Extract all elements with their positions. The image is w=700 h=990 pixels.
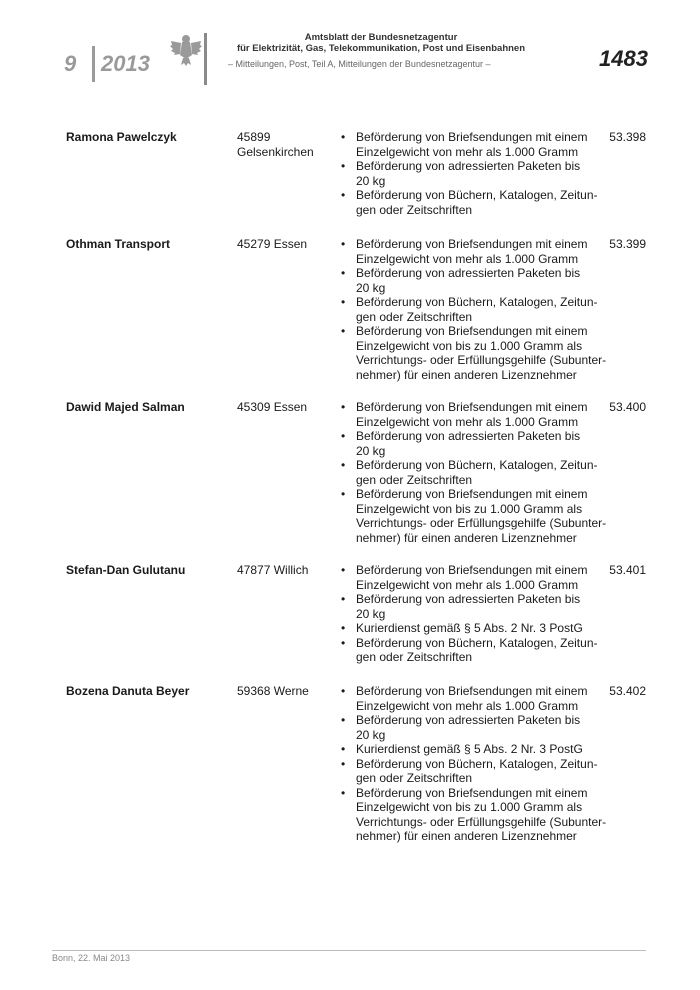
service-line: • Beförderung von adressierten Paketen bis xyxy=(356,713,581,727)
service-line: Einzelgewicht von mehr als 1.000 Gramm xyxy=(356,577,579,592)
service-line: • Beförderung von Briefsendungen mit einem xyxy=(356,684,588,698)
license-number: 53.402 xyxy=(609,684,646,698)
service-line: nehmer) für einen anderen Lizenznehmer xyxy=(356,367,577,382)
service-list xyxy=(338,400,608,545)
service-item xyxy=(338,429,608,458)
service-line: gen oder Zeitschriften xyxy=(356,309,473,324)
issue-divider xyxy=(92,46,95,82)
service-item xyxy=(338,188,608,217)
service-line: • Beförderung von Büchern, Katalogen, Zeitun- xyxy=(356,635,598,650)
location-line: 47877 Willich xyxy=(237,563,309,577)
gazette-title xyxy=(236,32,526,54)
service-line: • Beförderung von Briefsendungen mit einem xyxy=(356,324,588,338)
service-item xyxy=(338,592,608,621)
service-item xyxy=(338,266,608,295)
service-item xyxy=(338,621,608,636)
license-number: 53.401 xyxy=(609,563,646,577)
service-line: gen oder Zeitschriften xyxy=(356,771,473,785)
location-line: 45899 xyxy=(237,130,271,144)
page-number: 1483 xyxy=(599,46,648,71)
service-line: • Beförderung von Briefsendungen mit einem xyxy=(356,130,588,144)
service-line: 20 kg xyxy=(356,173,386,188)
service-list xyxy=(338,130,608,217)
service-line: • Beförderung von adressierten Paketen bis xyxy=(356,159,581,173)
service-item xyxy=(338,295,608,324)
header-divider xyxy=(204,33,207,85)
gazette-subtitle: – Mitteilungen, Post, Teil A, Mitteilungen der Bundesnetzagentur – xyxy=(228,59,491,69)
service-list xyxy=(338,237,608,382)
licensee-name: Dawid Majed Salman xyxy=(66,400,185,414)
service-line: • Beförderung von Briefsendungen mit einem xyxy=(356,400,588,414)
service-line: • Beförderung von Briefsendungen mit einem xyxy=(356,785,588,800)
service-line: • Beförderung von adressierten Paketen bis xyxy=(356,429,581,443)
service-item xyxy=(338,713,608,742)
service-line: nehmer) für einen anderen Lizenznehmer xyxy=(356,829,577,843)
licensee-name: Ramona Pawelczyk xyxy=(66,130,177,144)
service-line: • Kurierdienst gemäß § 5 Abs. 2 Nr. 3 PostG xyxy=(356,621,583,635)
licensee-location xyxy=(237,563,327,578)
service-line: • Beförderung von adressierten Paketen bis xyxy=(356,592,581,606)
service-line: 20 kg xyxy=(356,280,386,295)
service-line: • Beförderung von Briefsendungen mit einem xyxy=(356,487,588,501)
footer-divider xyxy=(52,950,646,951)
service-item xyxy=(338,130,608,159)
service-line: nehmer) für einen anderen Lizenznehmer xyxy=(356,530,577,545)
issue-number xyxy=(64,46,150,82)
location-line: Gelsenkirchen xyxy=(237,144,314,159)
location-line: 59368 Werne xyxy=(237,684,309,698)
service-item xyxy=(338,159,608,188)
service-line: Einzelgewicht von bis zu 1.000 Gramm als xyxy=(356,800,583,814)
service-item xyxy=(338,684,608,713)
licensee-location xyxy=(237,237,327,252)
location-line: 45309 Essen xyxy=(237,400,308,414)
service-item xyxy=(338,757,608,786)
licensee-location xyxy=(237,130,327,159)
service-line: • Kurierdienst gemäß § 5 Abs. 2 Nr. 3 PostG xyxy=(356,742,583,756)
licensee-location xyxy=(237,400,327,415)
federal-eagle-icon xyxy=(170,33,202,67)
service-line: Einzelgewicht von mehr als 1.000 Gramm xyxy=(356,414,579,429)
service-list xyxy=(338,684,608,844)
service-line: gen oder Zeitschriften xyxy=(356,472,473,487)
service-line: • Beförderung von adressierten Paketen bis xyxy=(356,266,581,280)
service-item xyxy=(338,400,608,429)
issue-year: 2013 xyxy=(101,51,150,76)
service-line: • Beförderung von Briefsendungen mit einem xyxy=(356,563,588,577)
service-item xyxy=(338,636,608,665)
service-line: 20 kg xyxy=(356,727,386,742)
gazette-title-line2: für Elektrizität, Gas, Telekommunikation, Post und Eisenbahnen xyxy=(236,43,526,54)
footer-date: Bonn, 22. Mai 2013 xyxy=(52,953,131,963)
service-item xyxy=(338,563,608,592)
issue-number-value: 9 xyxy=(64,51,77,76)
service-line: • Beförderung von Büchern, Katalogen, Zeitun- xyxy=(356,295,598,309)
service-line: Einzelgewicht von mehr als 1.000 Gramm xyxy=(356,698,579,713)
service-item xyxy=(338,786,608,844)
service-line: gen oder Zeitschriften xyxy=(356,202,473,217)
licensee-location xyxy=(237,684,327,699)
licensee-name: Bozena Danuta Beyer xyxy=(66,684,190,698)
service-item xyxy=(338,237,608,266)
license-number: 53.398 xyxy=(609,130,646,144)
license-number: 53.399 xyxy=(609,237,646,251)
service-line: • Beförderung von Briefsendungen mit einem xyxy=(356,237,588,251)
service-line: Einzelgewicht von mehr als 1.000 Gramm xyxy=(356,251,579,266)
licensee-name: Stefan-Dan Gulutanu xyxy=(66,563,186,577)
service-line: • Beförderung von Büchern, Katalogen, Zeitun- xyxy=(356,458,598,472)
service-item xyxy=(338,487,608,545)
service-item xyxy=(338,458,608,487)
service-line: • Beförderung von Büchern, Katalogen, Zeitun- xyxy=(356,188,598,202)
gazette-title-line1: Amtsblatt der Bundesnetzagentur xyxy=(304,32,458,43)
service-line: Verrichtungs- oder Erfüllungsgehilfe (Subunter- xyxy=(356,814,607,829)
service-list xyxy=(338,563,608,665)
service-line: 20 kg xyxy=(356,443,386,458)
service-line: Verrichtungs- oder Erfüllungsgehilfe (Subunter- xyxy=(356,353,607,367)
service-line: gen oder Zeitschriften xyxy=(356,650,473,664)
service-item xyxy=(338,742,608,757)
service-line: Einzelgewicht von bis zu 1.000 Gramm als xyxy=(356,338,583,353)
service-line: 20 kg xyxy=(356,606,386,621)
service-line: Einzelgewicht von mehr als 1.000 Gramm xyxy=(356,144,579,159)
service-line: Einzelgewicht von bis zu 1.000 Gramm als xyxy=(356,501,583,516)
service-line: • Beförderung von Büchern, Katalogen, Zeitun- xyxy=(356,756,598,771)
license-number: 53.400 xyxy=(609,400,646,414)
service-line: Verrichtungs- oder Erfüllungsgehilfe (Subunter- xyxy=(356,516,607,530)
service-item xyxy=(338,324,608,382)
location-line: 45279 Essen xyxy=(237,237,308,251)
licensee-name: Othman Transport xyxy=(66,237,171,251)
